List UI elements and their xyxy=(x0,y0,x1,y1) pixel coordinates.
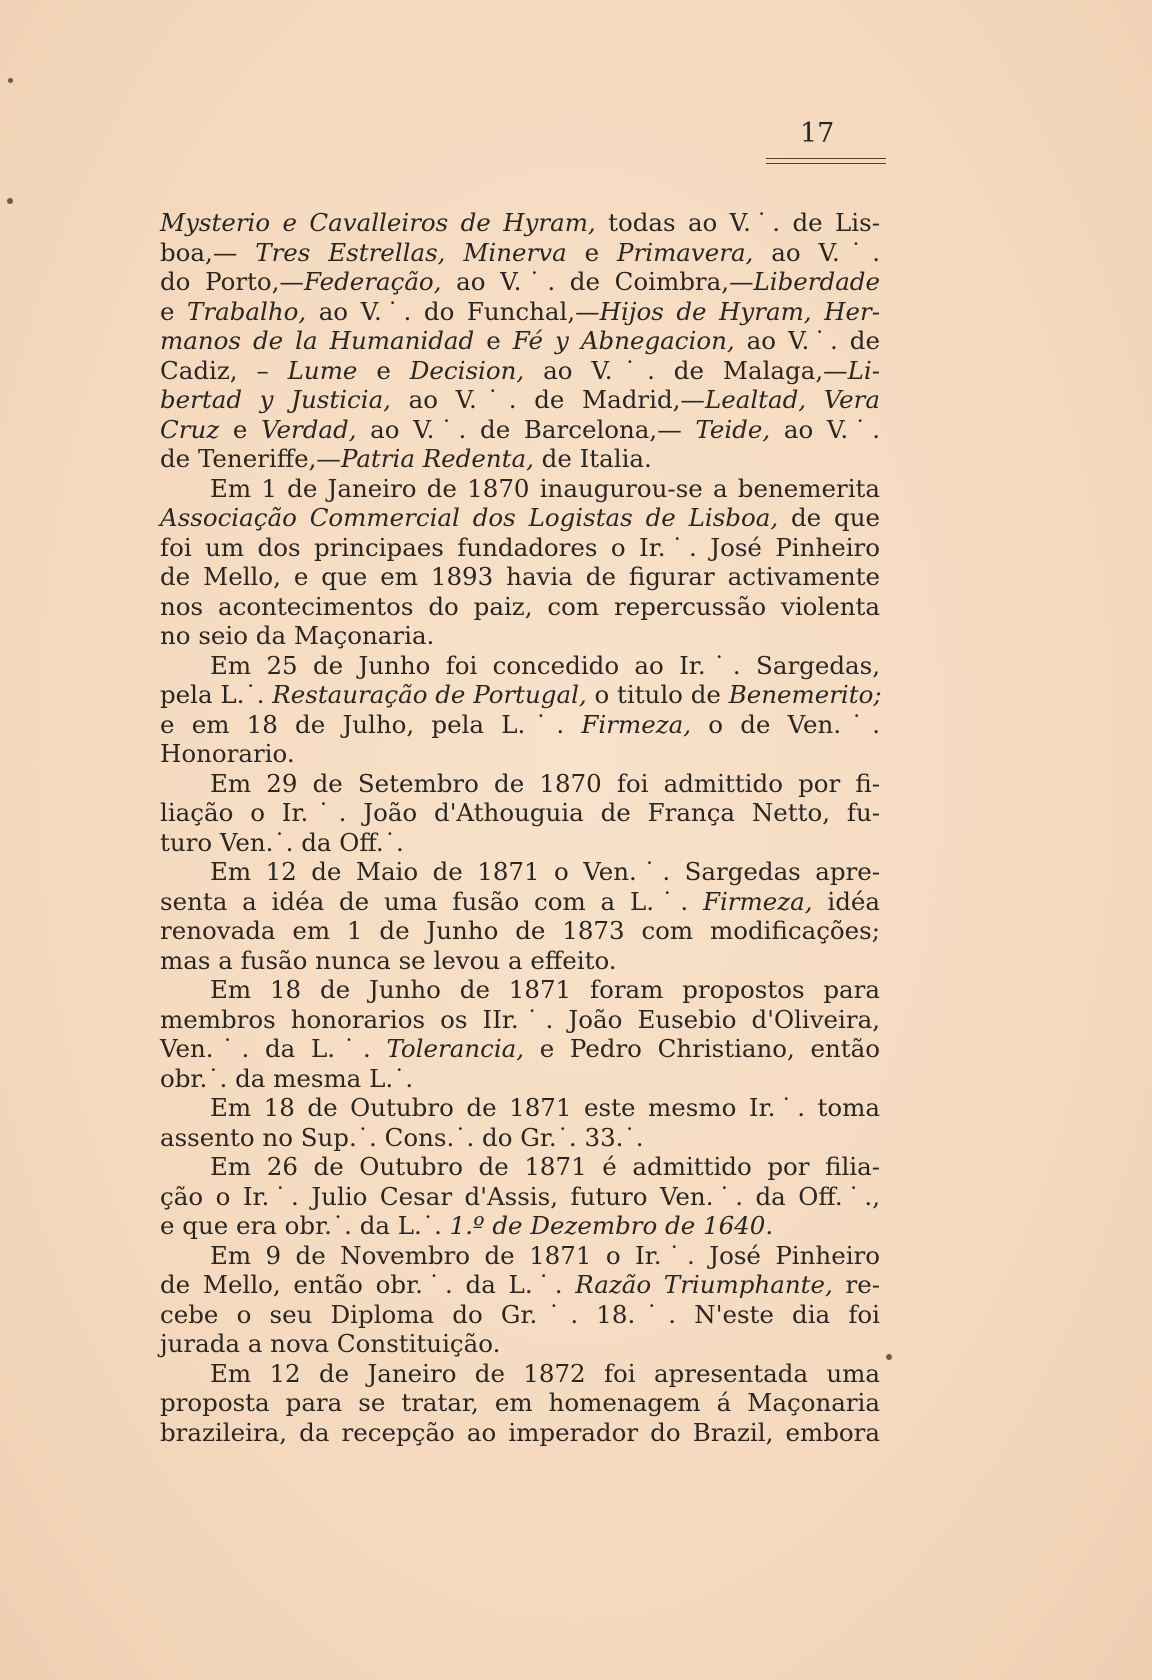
text-span: ao V.˙. de Malaga,— xyxy=(524,355,848,385)
text-line xyxy=(160,1241,880,1271)
text-span: jurada a nova Constituição. xyxy=(160,1329,501,1358)
text-line xyxy=(160,1211,880,1241)
italic-text: Lume xyxy=(287,355,358,385)
text-span: ao V.˙. do Funchal,— xyxy=(306,296,600,326)
text-span: ao V.˙. xyxy=(770,414,880,444)
italic-text: Li- xyxy=(847,355,880,385)
text-span: ao V.˙. de Madrid,— xyxy=(390,385,705,414)
text-span: re- xyxy=(832,1270,880,1299)
text-line xyxy=(160,769,880,799)
text-span: Em 29 de Setembro de 1870 foi admittido por fi- xyxy=(210,768,880,798)
text-span: boa,— xyxy=(160,237,256,267)
text-line xyxy=(160,562,880,592)
body-text xyxy=(160,208,880,1447)
text-span: Em 26 de Outubro de 1871 é admittido por filia- xyxy=(210,1152,880,1181)
text-span: ao V.˙. de Barcelona,— xyxy=(356,414,696,444)
text-span: e xyxy=(160,296,188,326)
text-line xyxy=(160,503,880,533)
text-span: de Mello, então obr.˙. da L.˙. xyxy=(160,1270,576,1299)
text-line xyxy=(160,267,880,297)
text-span: e xyxy=(566,237,618,267)
text-span: o de Ven.˙. xyxy=(691,709,880,739)
italic-text: Primavera, xyxy=(617,237,754,267)
italic-text: Trabalho, xyxy=(187,296,307,326)
text-span: Em 18 de Outubro de 1871 este mesmo Ir.˙. toma xyxy=(210,1093,880,1122)
italic-text: manos de la Humanidad xyxy=(160,326,475,355)
text-span: turo Ven.˙. da Off.˙. xyxy=(160,827,404,857)
text-span: de Teneriffe,— xyxy=(160,444,341,473)
text-line xyxy=(160,975,880,1005)
text-span: foi um dos principaes fundadores o Ir.˙. José Pinheiro xyxy=(160,532,880,562)
text-span: proposta para se tratar, em homenagem á Maçonaria xyxy=(160,1388,880,1417)
text-span: membros honorarios os IIr.˙. João Eusebio d'Oliveira, xyxy=(160,1004,880,1034)
text-span: Cadiz, – xyxy=(160,355,288,385)
text-span: Em 12 de Maio de 1871 o Ven.˙. Sargedas apre- xyxy=(210,857,880,886)
text-span: idéa xyxy=(812,886,880,916)
text-span: de Mello, e que em 1893 havia de figurar activamente xyxy=(160,562,880,591)
text-line xyxy=(160,680,880,710)
italic-text: Razão Triumphante, xyxy=(575,1270,833,1299)
text-line xyxy=(160,857,880,887)
italic-text: Hijos de Hyram, Her- xyxy=(599,296,880,326)
italic-text: Decision, xyxy=(409,355,525,385)
italic-text: Verdad, xyxy=(261,414,357,444)
italic-text: Fé y Abnegacion, xyxy=(512,326,735,355)
text-line xyxy=(160,916,880,946)
paper-speck xyxy=(8,78,13,83)
italic-text: Firmeza, xyxy=(702,886,813,916)
text-line xyxy=(160,238,880,268)
text-line xyxy=(160,1359,880,1389)
text-line xyxy=(160,1388,880,1418)
text-span: e em 18 de Julho, pela L.˙. xyxy=(160,709,582,739)
text-span: senta a idéa de uma fusão com a L.˙. xyxy=(160,886,703,916)
italic-text: Firmeza, xyxy=(581,709,692,739)
italic-text: Mysterio e Cavalleiros de Hyram, xyxy=(160,208,596,237)
text-line xyxy=(160,1329,880,1359)
text-line xyxy=(160,208,880,238)
text-span: e xyxy=(357,355,410,385)
italic-text: bertad y Justicia, xyxy=(160,385,391,414)
page-number: 17 xyxy=(800,118,835,149)
text-line xyxy=(160,828,880,858)
text-line xyxy=(160,592,880,622)
text-span: e xyxy=(219,414,262,444)
text-line xyxy=(160,739,880,769)
page-number-rule xyxy=(766,158,886,164)
text-span: de que xyxy=(778,503,880,532)
text-line xyxy=(160,1034,880,1064)
italic-text: Restauração de Portugal, xyxy=(272,680,587,709)
text-line xyxy=(160,297,880,327)
text-span: Em 25 de Junho foi concedido ao Ir.˙. Sargedas, xyxy=(210,650,880,680)
text-span: Em 9 de Novembro de 1871 o Ir.˙. José Pinheiro xyxy=(210,1240,880,1270)
text-span: renovada em 1 de Junho de 1873 com modificações; xyxy=(160,916,880,945)
text-line xyxy=(160,946,880,976)
text-span: e xyxy=(474,326,513,355)
text-span: de Italia. xyxy=(533,444,652,473)
text-span: pela L.˙. xyxy=(160,680,273,709)
italic-text: Benemerito; xyxy=(728,680,882,709)
text-span: assento no Sup.˙. Cons.˙. do Gr.˙. 33.˙. xyxy=(160,1122,644,1152)
italic-text: Patria Redenta, xyxy=(340,444,534,473)
text-span: brazileira, da recepção ao imperador do Brazil, embora xyxy=(160,1417,880,1447)
italic-text: Lealtad, Vera xyxy=(704,385,880,414)
text-line xyxy=(160,356,880,386)
text-span: Em 1 de Janeiro de 1870 inaugurou-se a benemerita xyxy=(210,473,880,503)
italic-text: Cruz xyxy=(160,414,220,444)
text-span: do Porto,— xyxy=(160,267,304,296)
text-line xyxy=(160,1418,880,1448)
text-span: cebe o seu Diploma do Gr.˙. 18.˙. N'este dia foi xyxy=(160,1299,880,1329)
text-line xyxy=(160,1270,880,1300)
text-span: nos acontecimentos do paiz, com repercussão violenta xyxy=(160,591,880,621)
text-line xyxy=(160,1093,880,1123)
italic-text: Associação Commercial dos Logistas de Lisboa, xyxy=(160,503,779,532)
text-span: ao V.˙. de xyxy=(734,326,880,355)
italic-text: Teide, xyxy=(695,414,771,444)
text-line xyxy=(160,1182,880,1212)
text-span: Honorario. xyxy=(160,739,295,768)
text-span: liação o Ir.˙. João d'Athouguia de França Netto, fu- xyxy=(160,798,880,827)
text-line xyxy=(160,533,880,563)
text-line xyxy=(160,1123,880,1153)
text-line xyxy=(160,710,880,740)
paper-speck xyxy=(7,198,13,204)
text-line xyxy=(160,887,880,917)
text-span: e que era obr.˙. da L.˙. xyxy=(160,1211,450,1240)
italic-text: 1.º de Dezembro de 1640. xyxy=(449,1211,774,1240)
text-span: obr.˙. da mesma L.˙. xyxy=(160,1063,414,1093)
text-line xyxy=(160,798,880,828)
italic-text: Tres Estrellas, Minerva xyxy=(255,237,567,267)
text-span: no seio da Maçonaria. xyxy=(160,621,435,650)
text-line xyxy=(160,385,880,415)
text-line xyxy=(160,1064,880,1094)
text-line xyxy=(160,651,880,681)
text-span: ao V.˙. de Coimbra,— xyxy=(441,267,754,296)
text-span: Ven.˙. da L.˙. xyxy=(160,1034,387,1063)
text-line xyxy=(160,415,880,445)
text-span: ção o Ir.˙. Julio Cesar d'Assis, futuro Ven.˙. da Off.˙., xyxy=(160,1181,880,1211)
text-line xyxy=(160,474,880,504)
text-line xyxy=(160,1300,880,1330)
text-line xyxy=(160,1152,880,1182)
text-span: todas ao V.˙. de Lis- xyxy=(595,208,880,237)
italic-text: Tolerancia, xyxy=(386,1034,525,1063)
paper-speck xyxy=(886,1354,892,1360)
text-line xyxy=(160,326,880,356)
text-span: ao V.˙. xyxy=(753,237,881,267)
text-span: Em 12 de Janeiro de 1872 foi apresentada uma xyxy=(210,1358,880,1388)
italic-text: Liberdade xyxy=(753,267,880,296)
text-span: mas a fusão nunca se levou a effeito. xyxy=(160,945,617,975)
italic-text: Federação, xyxy=(303,267,442,296)
text-line xyxy=(160,1005,880,1035)
text-line xyxy=(160,444,880,474)
text-span: e Pedro Christiano, então xyxy=(524,1034,881,1063)
text-span: o titulo de xyxy=(586,680,729,709)
text-span: Em 18 de Junho de 1871 foram propostos para xyxy=(210,975,880,1004)
text-line xyxy=(160,621,880,651)
